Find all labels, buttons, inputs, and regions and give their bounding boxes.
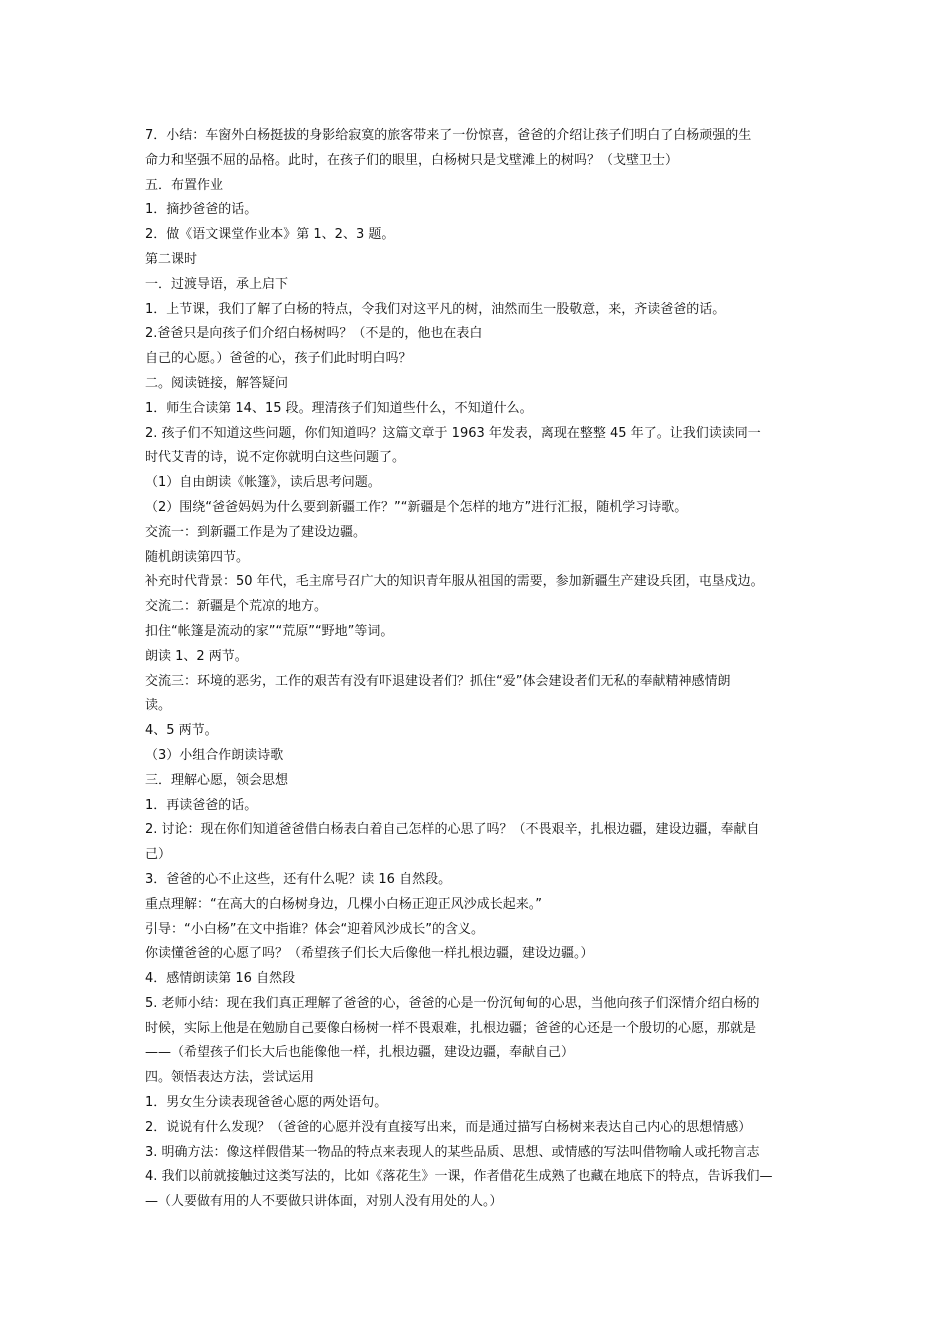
section-heading: 二。阅读链接，解答疑问: [145, 375, 289, 391]
text-line: 命力和坚强不屈的品格。此时，在孩子们的眼里，白杨树只是戈壁滩上的树吗？（戈壁卫士）: [145, 152, 679, 168]
text-line: 朗读 1、2 两节。: [145, 648, 248, 664]
text-line: 1．师生合读第 14、15 段。理清孩子们知道些什么，不知道什么。: [145, 400, 533, 416]
text-line: 1．男女生分读表现爸爸心愿的两处语句。: [145, 1095, 388, 1111]
text-line: 重点理解：“在高大的白杨树身边，几棵小白杨正迎正风沙成长起来。”: [145, 896, 542, 912]
text-line: ——（希望孩子们长大后也能像他一样，扎根边疆，建设边疆，奉献自己）: [145, 1045, 575, 1061]
text-line: 7．小结：车窗外白杨挺拔的身影给寂寞的旅客带来了一份惊喜，爸爸的介绍让孩子们明白了白杨顽强的生: [145, 128, 752, 143]
text-line: 2．做《语文课堂作业本》第 1、2、3 题。: [145, 227, 395, 243]
text-line: 交流二：新疆是个荒凉的地方。: [145, 599, 328, 615]
text-line: 你读懂爸爸的心愿了吗？（希望孩子们长大后像他一样扎根边疆，建设边疆。）: [145, 946, 594, 962]
text-line: 随机朗读第四节。: [145, 549, 250, 565]
text-line: 2. 讨论：现在你们知道爸爸借白杨表白着自己怎样的心思了吗？（不畏艰辛，扎根边疆，建设边疆，奉献自: [145, 822, 760, 838]
text-line: 引导：“小白杨”在文中指谁？体会“迎着风沙成长”的含义。: [145, 921, 484, 937]
text-line: 交流三：环境的恶劣，工作的艰苦有没有吓退建设者们？抓住“爱”体会建设者们无私的奉献精神感情朗: [145, 673, 731, 689]
text-line: 1．再读爸爸的话。: [145, 797, 258, 813]
text-line: 3. 明确方法：像这样假借某一物品的特点来表现人的某些品质、思想、或情感的写法叫借物喻人或托物言志: [145, 1144, 760, 1160]
text-line: —（人要做有用的人不要做只讲体面，对别人没有用处的人。）: [145, 1194, 503, 1210]
text-line: （1）自由朗读《帐篷》，读后思考问题。: [145, 475, 381, 491]
text-line: 1．摘抄爸爸的话。: [145, 202, 258, 218]
text-line: 1．上节课，我们了解了白杨的特点，令我们对这平凡的树，油然而生一股敬意，来，齐读爸爸的话。: [145, 301, 726, 317]
text-line: （2）围绕“爸爸妈妈为什么要到新疆工作？”“新疆是个怎样的地方”进行汇报，随机学习诗歌。: [145, 499, 688, 515]
text-line: 2.爸爸只是向孩子们介绍白杨树吗？（不是的，他也在表白: [145, 326, 483, 342]
section-heading: 五．布置作业: [145, 177, 224, 193]
section-heading: 四。领悟表达方法，尝试运用: [145, 1070, 315, 1086]
text-line: 读。: [145, 698, 172, 714]
text-line: 3．爸爸的心不止这些，还有什么呢？读 16 自然段。: [145, 871, 452, 887]
text-line: 时候，实际上他是在勉励自己要像白杨树一样不畏艰难，扎根边疆；爸爸的心还是一个殷切的心愿，那就是: [145, 1020, 757, 1036]
text-line: 4、5 两节。: [145, 723, 218, 739]
section-heading: 三．理解心愿，领会思想: [145, 772, 289, 788]
text-line: 时代艾青的诗，说不定你就明白这些问题了。: [145, 450, 406, 466]
text-line: 扣住“帐篷是流动的家”“荒原”“野地”等词。: [145, 623, 394, 639]
text-line: 自己的心愿。）爸爸的心，孩子们此时明白吗？: [145, 351, 412, 367]
text-line: 补充时代背景：50 年代，毛主席号召广大的知识青年服从祖国的需要，参加新疆生产建设兵团，屯垦戍边。: [145, 574, 764, 590]
text-line: 己）: [145, 847, 172, 863]
text-line: 交流一：到新疆工作是为了建设边疆。: [145, 524, 367, 540]
section-heading: 一．过渡导语，承上启下: [145, 276, 289, 292]
text-line: 4. 我们以前就接触过这类写法的，比如《落花生》一课，作者借花生成熟了也藏在地底下的特点，告诉我们—: [145, 1169, 773, 1185]
lesson-heading: 第二课时: [145, 251, 198, 267]
text-line: （3）小组合作朗读诗歌: [145, 747, 284, 763]
text-line: 4．感情朗读第 16 自然段: [145, 971, 296, 987]
text-line: 2. 孩子们不知道这些问题，你们知道吗？这篇文章于 1963 年发表，离现在整整 45 年了。让我们读读同一: [145, 425, 761, 441]
text-line: 5. 老师小结：现在我们真正理解了爸爸的心，爸爸的心是一份沉甸甸的心思，当他向孩子们深情介绍白杨的: [145, 995, 760, 1011]
text-line: 2．说说有什么发现？（爸爸的心愿并没有直接写出来，而是通过描写白杨树来表达自己内心的思想情感）: [145, 1119, 752, 1135]
